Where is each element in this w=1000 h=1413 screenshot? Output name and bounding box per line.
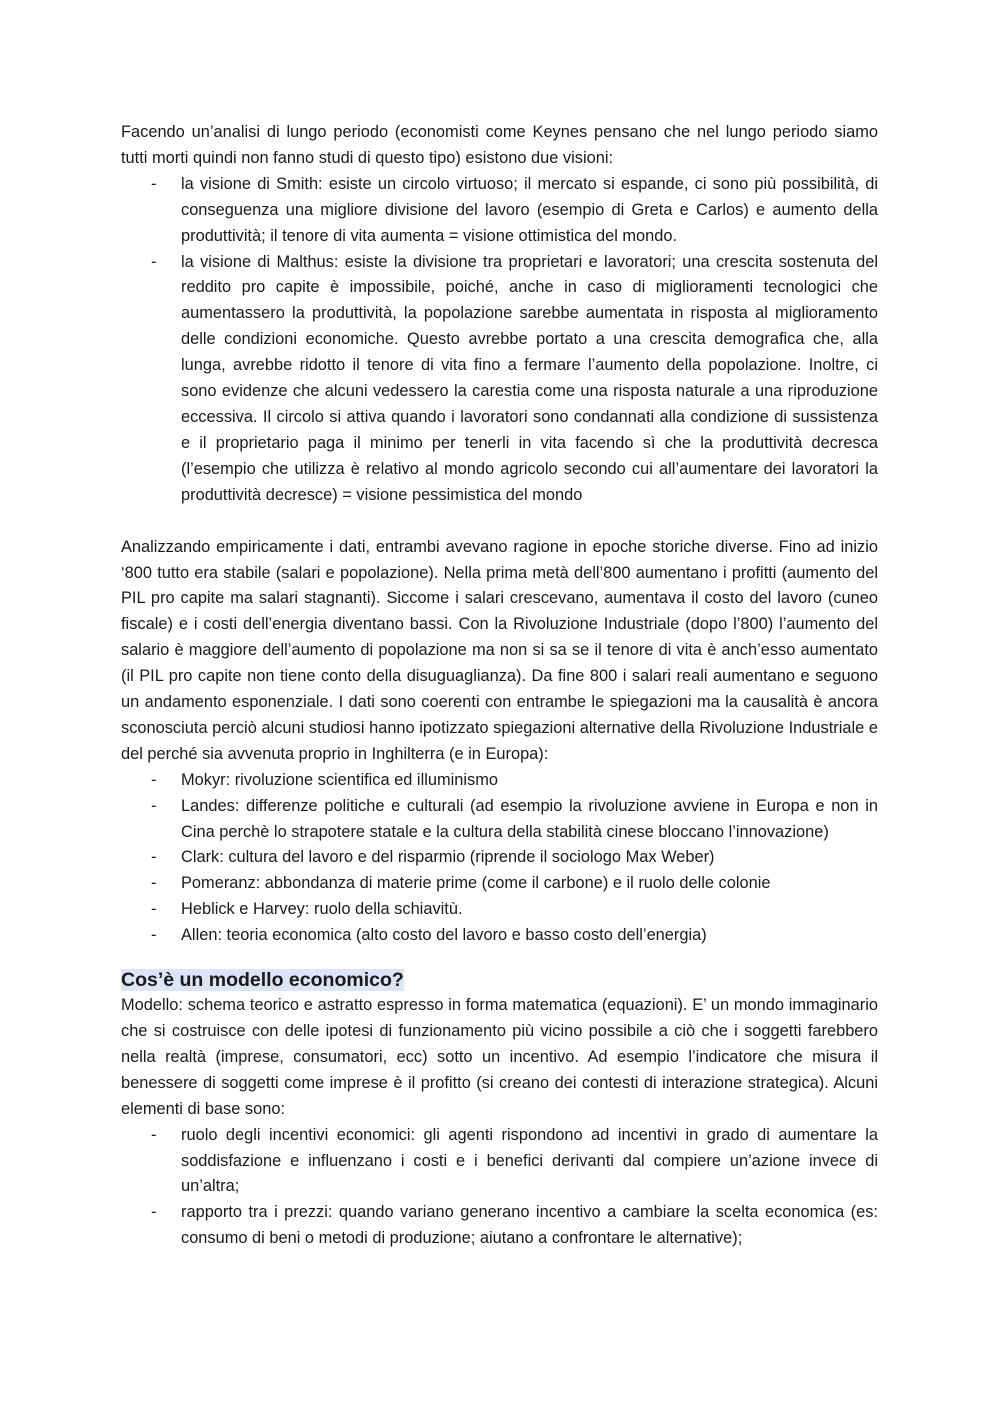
- list-item: [121, 871, 878, 897]
- visions-list: [121, 172, 878, 509]
- list-item: [121, 794, 878, 846]
- spacer: [121, 949, 878, 967]
- list-item: [121, 845, 878, 871]
- list-item: [121, 172, 878, 250]
- list-item-text: Heblick e Harvey: ruolo della schiavitù.: [181, 900, 463, 919]
- list-item-text: Clark: cultura del lavoro e del risparmio (riprende il sociologo Max Weber): [181, 848, 715, 867]
- model-elements-list: [121, 1123, 878, 1253]
- dash-bullet: -: [151, 1125, 157, 1144]
- section-heading-text: Cos’è un modello economico?: [121, 969, 404, 992]
- explanations-list: [121, 768, 878, 949]
- dash-bullet: -: [151, 874, 157, 893]
- list-item: [121, 768, 878, 794]
- list-item: [121, 250, 878, 509]
- list-item: [121, 923, 878, 949]
- list-item-text: Allen: teoria economica (alto costo del lavoro e basso costo dell’energia): [181, 926, 707, 945]
- list-item-text: Landes: differenze politiche e culturali (ad esempio la rivoluzione avviene in Europa e non in Cina perchè lo strapotere statale e la cultura della stabilità cinese bloccano l’innovazione): [181, 796, 878, 841]
- list-item: [121, 897, 878, 923]
- list-item: [121, 1123, 878, 1201]
- analysis-paragraph: Analizzando empiricamente i dati, entrambi avevano ragione in epoche storiche diverse. Fino ad inizio ‘800 tutto era stabile (salari e popolazione). Nella prima metà dell’800 aumentano i profitti (aumento del PIL pro capite ma salari stagnanti). Siccome i salari crescevano, aumentava il costo del lavoro (cuneo fiscale) e i costi dell’energia diventano bassi. Con la Rivoluzione Industriale (dopo l’800) l’aumento del salario è maggiore dell’aumento di popolazione ma non si sa se il tenore di vita è anch’esso aumentato (il PIL pro capite non tiene conto della disuguaglianza). Da fine 800 i salari reali aumentano e seguono un andamento esponenziale. I dati sono coerenti con entrambe le spiegazioni ma la causalità è ancora sconosciuta perciò alcuni studiosi hanno ipotizzato spiegazioni alternative della Rivoluzione Industriale e del perché sia avvenuta proprio in Inghilterra (e in Europa):: [121, 537, 878, 763]
- section-heading: [121, 967, 878, 993]
- model-paragraph: Modello: schema teorico e astratto espresso in forma matematica (equazioni). E’ un mondo immaginario che si costruisce con delle ipotesi di funzionamento più vicino possibile a ciò che i soggetti farebbero nella realtà (imprese, consumatori, ecc) sotto un incentivo. Ad esempio l’indicatore che misura il benessere di soggetti come imprese è il profitto (si creano dei contesti di interazione strategica). Alcuni elementi di base sono:: [121, 996, 878, 1118]
- dash-bullet: -: [151, 926, 157, 945]
- list-item-text: la visione di Smith: esiste un circolo virtuoso; il mercato si espande, ci sono più possibilità, di conseguenza una migliore divisione del lavoro (esempio di Greta e Carlos) e aumento della produttività; il tenore di vita aumenta = visione ottimistica del mondo.: [181, 174, 878, 245]
- dash-bullet: -: [151, 174, 157, 193]
- document-page: [121, 120, 878, 1252]
- dash-bullet: -: [151, 1203, 157, 1222]
- list-item-text: rapporto tra i prezzi: quando variano generano incentivo a cambiare la scelta economica (es: consumo di beni o metodi di produzione; aiutano a confrontare le alternative);: [181, 1203, 878, 1248]
- dash-bullet: -: [151, 900, 157, 919]
- intro-paragraph: Facendo un’analisi di lungo periodo (economisti come Keynes pensano che nel lungo periodo siamo tutti morti quindi non fanno studi di questo tipo) esistono due visioni:: [121, 123, 878, 167]
- list-item-text: Pomeranz: abbondanza di materie prime (come il carbone) e il ruolo delle colonie: [181, 874, 771, 893]
- dash-bullet: -: [151, 848, 157, 867]
- list-item-text: la visione di Malthus: esiste la divisione tra proprietari e lavoratori; una crescita sostenuta del reddito pro capite è impossibile, poiché, anche in caso di miglioramenti tecnologici che aumentassero la produttività, la popolazione sarebbe aumentata in risposta al miglioramento delle condizioni economiche. Questo avrebbe portato a una crescita demografica che, alla lunga, avrebbe ridotto il tenore di vita fino a fermare l’aumento della popolazione. Inoltre, ci sono evidenze che alcuni vedessero la carestia come una risposta naturale a una riproduzione eccessiva. Il circolo si attiva quando i lavoratori sono condannati alla condizione di sussistenza e il proprietario paga il minimo per tenerli in vita facendo sì che la produttività decresca (l’esempio che utilizza è relativo al mondo agricolo secondo cui all’aumentare dei lavoratori la produttività decresce) = visione pessimistica del mondo: [181, 252, 878, 504]
- dash-bullet: -: [151, 252, 157, 271]
- dash-bullet: -: [151, 796, 157, 815]
- dash-bullet: -: [151, 770, 157, 789]
- list-item: [121, 1200, 878, 1252]
- spacer: [121, 509, 878, 535]
- list-item-text: Mokyr: rivoluzione scientifica ed illuminismo: [181, 770, 498, 789]
- list-item-text: ruolo degli incentivi economici: gli agenti rispondono ad incentivi in grado di aumentare la soddisfazione e influenzano i costi e i benefici derivanti dal compiere un’azione invece di un’altra;: [181, 1125, 878, 1196]
